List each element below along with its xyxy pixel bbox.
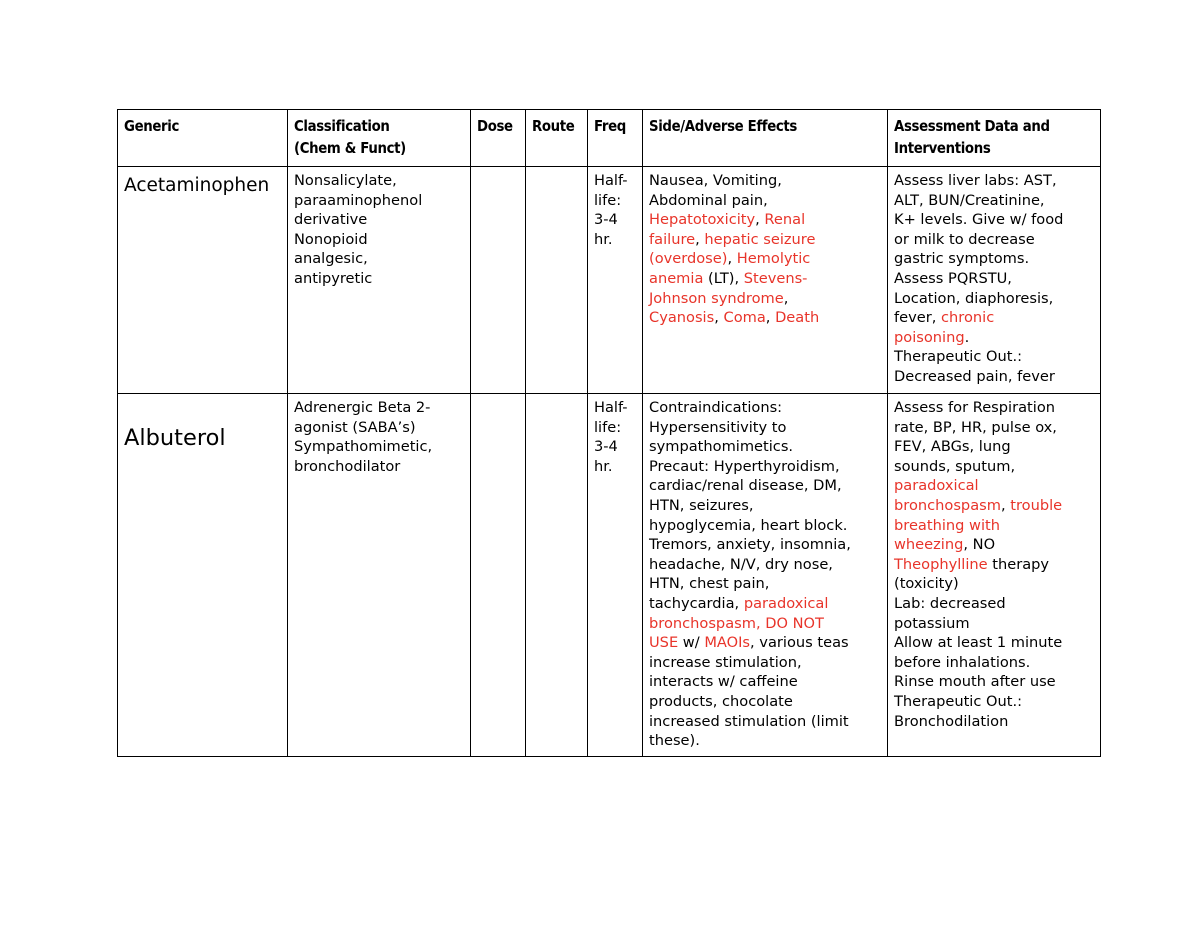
text-run: therapy (toxicity) Lab: decreased potassium Allow at least 1 minute before inhalations. Rinse mouth after use Therapeutic Out.: Bronchodilation — [894, 555, 1063, 730]
text-run: , various teas increase stimulation, interacts w/ caffeine products, chocolate increased stimulation (limit these). — [649, 634, 849, 750]
highlighted-text: Death — [775, 309, 820, 327]
text-run: , — [1000, 496, 1011, 514]
route-cell — [526, 167, 588, 394]
highlighted-text: MAOIs — [704, 634, 751, 652]
table-row — [118, 394, 1101, 757]
generic-cell — [118, 394, 288, 757]
table-row — [118, 167, 1101, 394]
text-run: (LT), — [703, 269, 744, 287]
generic-name: Acetaminophen — [124, 175, 270, 196]
text-run: Nausea, Vomiting, Abdominal pain, — [649, 172, 782, 209]
highlighted-text: Hepatotoxicity — [649, 211, 756, 229]
highlighted-text: paradoxical bronchospasm — [649, 594, 829, 632]
assessment-text — [894, 171, 1094, 387]
side-effects-text — [649, 398, 881, 751]
highlighted-text: hepatic seizure (overdose) — [649, 230, 816, 268]
text-run: w/ — [678, 634, 705, 652]
text-run: , — [755, 211, 765, 229]
freq-text: Half- life: 3-4 hr. — [594, 399, 628, 475]
text-run: , NO — [963, 536, 996, 554]
text-run: Contraindications: Hypersensitivity to sympathomimetics. Precaut: Hyperthyroidism, cardiac/renal disease, DM, HTN, seizures, hypoglycemia, heart block. Tremors, anxiety, insomnia, headache, N/V, dry nose, HTN, chest pain, tachycardia, — [649, 399, 851, 612]
text-run: , — [765, 309, 776, 327]
text-run: Assess liver labs: AST, ALT, BUN/Creatinine, K+ levels. Give w/ food or milk to decrease gastric symptoms. Assess PQRSTU, Location, diaphoresis, fever, — [894, 172, 1064, 327]
text-run: , — [783, 289, 789, 307]
dose-cell — [471, 167, 526, 394]
assessment-cell — [888, 167, 1101, 394]
header-generic: Generic — [118, 110, 288, 167]
header-route: Route — [526, 110, 588, 167]
highlighted-text: paradoxical bronchospasm — [894, 477, 1001, 514]
classification-text: Adrenergic Beta 2- agonist (SABA’s) Sympathomimetic, bronchodilator — [294, 399, 433, 475]
side-effects-cell — [643, 394, 888, 757]
highlighted-text: Cyanosis — [649, 309, 715, 327]
freq-text: Half- life: 3-4 hr. — [594, 172, 628, 248]
highlighted-text: Renal failure — [649, 211, 806, 248]
freq-cell — [588, 167, 643, 394]
header-freq: Freq — [588, 110, 643, 167]
drug-card-table — [117, 109, 1101, 757]
dose-cell — [471, 394, 526, 757]
classification-cell — [288, 394, 471, 757]
highlighted-text: chronic poisoning — [894, 309, 995, 346]
generic-name: Albuterol — [124, 425, 226, 451]
highlighted-text: DO NOT USE — [649, 614, 824, 652]
highlighted-text: Coma — [723, 309, 766, 327]
classification-cell — [288, 167, 471, 394]
classification-text: Nonsalicylate, paraaminophenol derivative Nonopioid analgesic, antipyretic — [294, 172, 423, 287]
table-header-row — [118, 110, 1101, 167]
highlighted-text: Theophylline — [894, 555, 988, 573]
text-run: . Therapeutic Out.: Decreased pain, fever — [894, 328, 1055, 385]
header-dose: Dose — [471, 110, 526, 167]
highlighted-text: Stevens- Johnson syndrome — [649, 269, 808, 307]
header-assessment: Assessment Data and Interventions — [888, 110, 1101, 167]
generic-cell — [118, 167, 288, 394]
side-effects-text — [649, 171, 881, 328]
header-side-effects: Side/Adverse Effects — [643, 110, 888, 167]
text-run: , — [714, 309, 724, 327]
highlighted-text: Hemolytic anemia — [649, 250, 811, 287]
route-cell — [526, 394, 588, 757]
assessment-text — [894, 398, 1094, 731]
header-classification: Classification (Chem & Funct) — [288, 110, 471, 167]
highlighted-text: trouble breathing with wheezing — [894, 496, 1063, 554]
freq-cell — [588, 394, 643, 757]
assessment-cell — [888, 394, 1101, 757]
text-run: Assess for Respiration rate, BP, HR, pulse ox, FEV, ABGs, lung sounds, sputum, — [894, 399, 1057, 475]
side-effects-cell — [643, 167, 888, 394]
text-run: , — [727, 250, 737, 268]
highlighted-text: , — [755, 614, 766, 632]
text-run: , — [695, 230, 705, 248]
